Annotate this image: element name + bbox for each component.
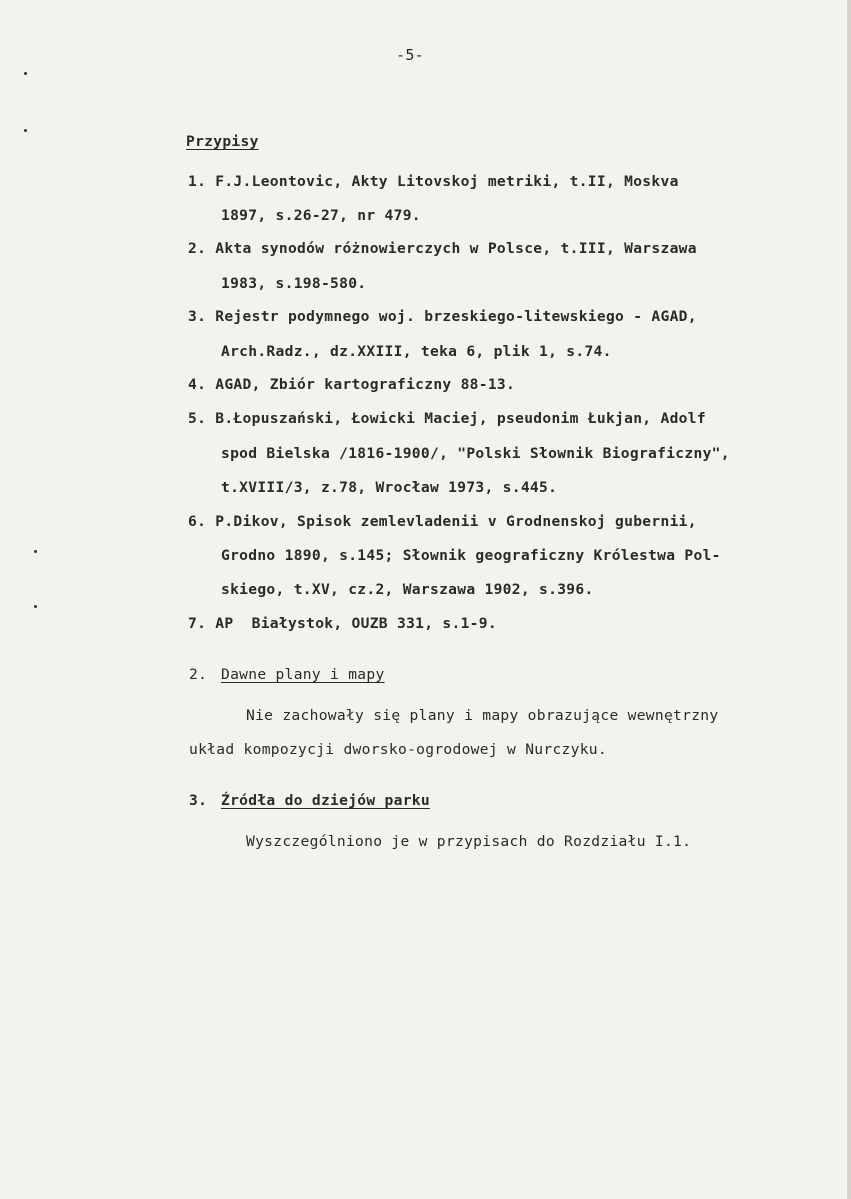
- footnote-1-line-2: 1897, s.26-27, nr 479.: [221, 207, 421, 224]
- section-2-heading: Dawne plany i mapy: [221, 666, 385, 683]
- footnote-5-line-1: 5. B.Łopuszański, Łowicki Maciej, pseudonim Łukjan, Adolf: [188, 410, 706, 427]
- footnote-2-line-1: 2. Akta synodów różnowierczych w Polsce, t.III, Warszawa: [188, 240, 697, 257]
- footnote-1-line-1: 1. F.J.Leontovic, Akty Litovskoj metriki, t.II, Moskva: [188, 173, 679, 190]
- margin-speck: [34, 550, 37, 553]
- footnote-3-line-2: Arch.Radz., dz.XXIII, teka 6, plik 1, s.74.: [221, 343, 612, 360]
- section-2-number: 2.: [189, 666, 208, 683]
- margin-speck: [34, 605, 37, 608]
- footnote-6-line-2: Grodno 1890, s.145; Słownik geograficzny Królestwa Pol-: [221, 547, 721, 564]
- footnote-6-line-3: skiego, t.XV, cz.2, Warszawa 1902, s.396.: [221, 581, 594, 598]
- footnote-5-line-3: t.XVIII/3, z.78, Wrocław 1973, s.445.: [221, 479, 558, 496]
- section-2-paragraph-line-1: Nie zachowały się plany i mapy obrazujące wewnętrzny: [246, 707, 719, 724]
- section-3-paragraph-line-1: Wyszczególniono je w przypisach do Rozdziału I.1.: [246, 833, 692, 850]
- section-3-number: 3.: [189, 792, 208, 809]
- section-2-paragraph-line-2: układ kompozycji dworsko-ogrodowej w Nurczyku.: [189, 741, 607, 758]
- margin-speck: [24, 129, 27, 132]
- footnote-3-line-1: 3. Rejestr podymnego woj. brzeskiego-litewskiego - AGAD,: [188, 308, 697, 325]
- footnote-2-line-2: 1983, s.198-580.: [221, 275, 367, 292]
- footnote-7-line-1: 7. AP Białystok, OUZB 331, s.1-9.: [188, 615, 497, 632]
- footnote-4-line-1: 4. AGAD, Zbiór kartograficzny 88-13.: [188, 376, 516, 393]
- section-3-heading: Źródła do dziejów parku: [221, 792, 430, 809]
- footnote-5-line-2: spod Bielska /1816-1900/, "Polski Słownik Biograficzny",: [221, 445, 730, 462]
- footnote-6-line-1: 6. P.Dikov, Spisok zemlevladenii v Grodnenskoj gubernii,: [188, 513, 697, 530]
- footnotes-heading: Przypisy: [186, 133, 259, 150]
- margin-speck: [24, 72, 27, 75]
- page-number: -5-: [396, 46, 424, 64]
